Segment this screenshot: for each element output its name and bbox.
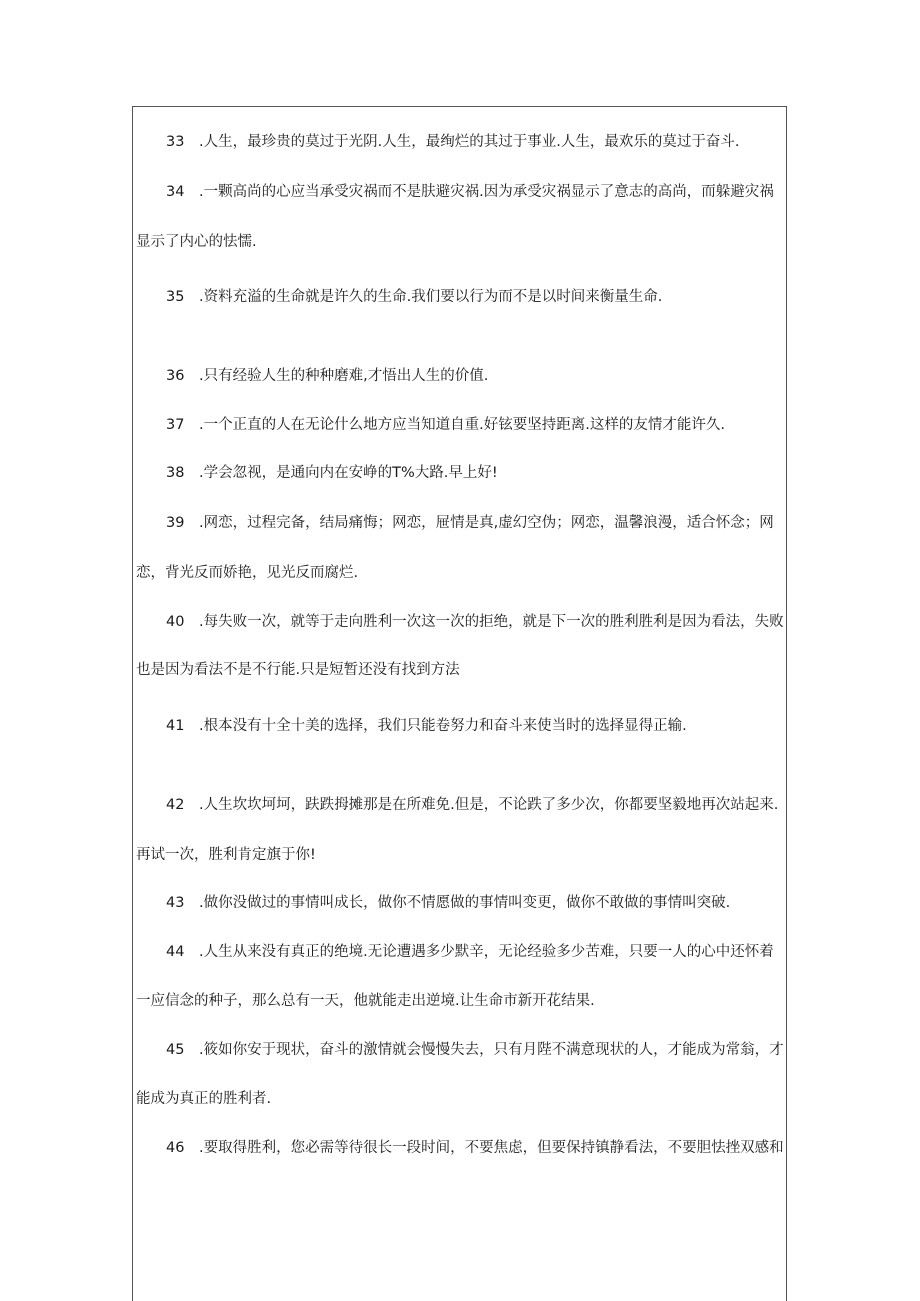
- item-number: 33: [166, 134, 185, 150]
- item-text-continued: 也是因为看法不是不行能.只是短暂还没有找到方法: [136, 662, 460, 678]
- item-number: 36: [166, 368, 185, 384]
- item-text: .资料充溢的生命就是许久的生命.我们要以行为而不是以时间来衡量生命.: [199, 289, 663, 305]
- item-text: .网恋，过程完备，结局痛悔；网恋，屉情是真,虚幻空伪；网恋，温馨浪漫，适合怀念；网: [199, 515, 774, 531]
- item-number: 37: [166, 417, 185, 433]
- item-text-continued: 再试一次，胜利肯定旗于你!: [136, 847, 316, 863]
- list-item: [136, 415, 725, 435]
- list-item: [136, 132, 739, 152]
- item-number: 43: [166, 895, 185, 911]
- list-item: [136, 942, 774, 962]
- item-number: 42: [166, 797, 185, 813]
- item-number: 45: [166, 1042, 185, 1058]
- item-number: 38: [166, 465, 185, 481]
- item-text: .要取得胜利，您必需等待很长一段时间，不要焦虑，但要保持镇静看法，不要胆怯挫双感和: [199, 1140, 784, 1156]
- page-frame: [132, 106, 787, 1301]
- list-item: [136, 287, 662, 307]
- item-number: 35: [166, 289, 185, 305]
- item-text: .人生，最珍贵的莫过于光阴.人生，最绚烂的其过于事业.人生，最欢乐的莫过于奋斗.: [199, 134, 740, 150]
- item-number: 41: [166, 718, 185, 734]
- list-item: [136, 795, 778, 815]
- item-text: .只有经验人生的种种磨难,才悟出人生的价值.: [199, 368, 489, 384]
- item-number: 46: [166, 1140, 185, 1156]
- list-item: [136, 463, 498, 483]
- item-text-continued: 一应信念的种子，那么总有一天，他就能走出逆境.让生命市新开花结果.: [136, 993, 595, 1009]
- item-text: .做你没做过的事情叫成长，做你不情愿做的事情叫变更，做你不敢做的事情叫突破.: [199, 895, 731, 911]
- item-text: .人生坎坎坷坷，趺跌拇摊那是在所难免.但是，不论跌了多少次，你都要坚毅地再次站起来.: [199, 797, 779, 813]
- list-item: [136, 893, 730, 913]
- item-text-continued: 恋，背光反而娇艳，见光反而腐烂.: [136, 565, 359, 581]
- item-number: 40: [166, 614, 185, 630]
- list-item: [136, 1040, 784, 1060]
- item-text: .每失败一次，就等于走向胜利一次这一次的拒绝，就是下一次的胜利胜利是因为看法，失败: [199, 614, 784, 630]
- item-text: .学会忽视，是通向内在安峥的T%大路.早上好!: [199, 465, 498, 481]
- item-text: .根本没有十全十美的选择，我们只能卷努力和奋斗来使当时的选择显得正输.: [199, 718, 687, 734]
- list-item: [136, 182, 774, 202]
- list-item: [136, 1138, 784, 1158]
- item-number: 34: [166, 184, 185, 200]
- list-item: [136, 716, 687, 736]
- item-text: .一颗高尚的心应当承受灾祸而不是肤避灾祸.因为承受灾祸显示了意志的高尚，而躲避灾祸: [199, 184, 774, 200]
- item-text-continued: 能成为真正的胜利者.: [136, 1091, 272, 1107]
- list-item: [136, 366, 488, 386]
- item-text: .人生从来没有真正的绝境.无论遭遇多少默辛，无论经验多少苦难，只要一人的心中还怀着: [199, 944, 774, 960]
- item-text: .筱如你安于现状，奋斗的激情就会慢慢失去，只有月陛不满意现状的人，才能成为常翁，才: [199, 1042, 784, 1058]
- list-item: [136, 513, 774, 533]
- list-item: [136, 612, 784, 632]
- item-number: 39: [166, 515, 185, 531]
- item-text: .一个正直的人在无论什么地方应当知道自重.好铉要坚持距离.这样的友情才能许久.: [199, 417, 725, 433]
- item-number: 44: [166, 944, 185, 960]
- item-text-continued: 显示了内心的怯懦.: [136, 234, 257, 250]
